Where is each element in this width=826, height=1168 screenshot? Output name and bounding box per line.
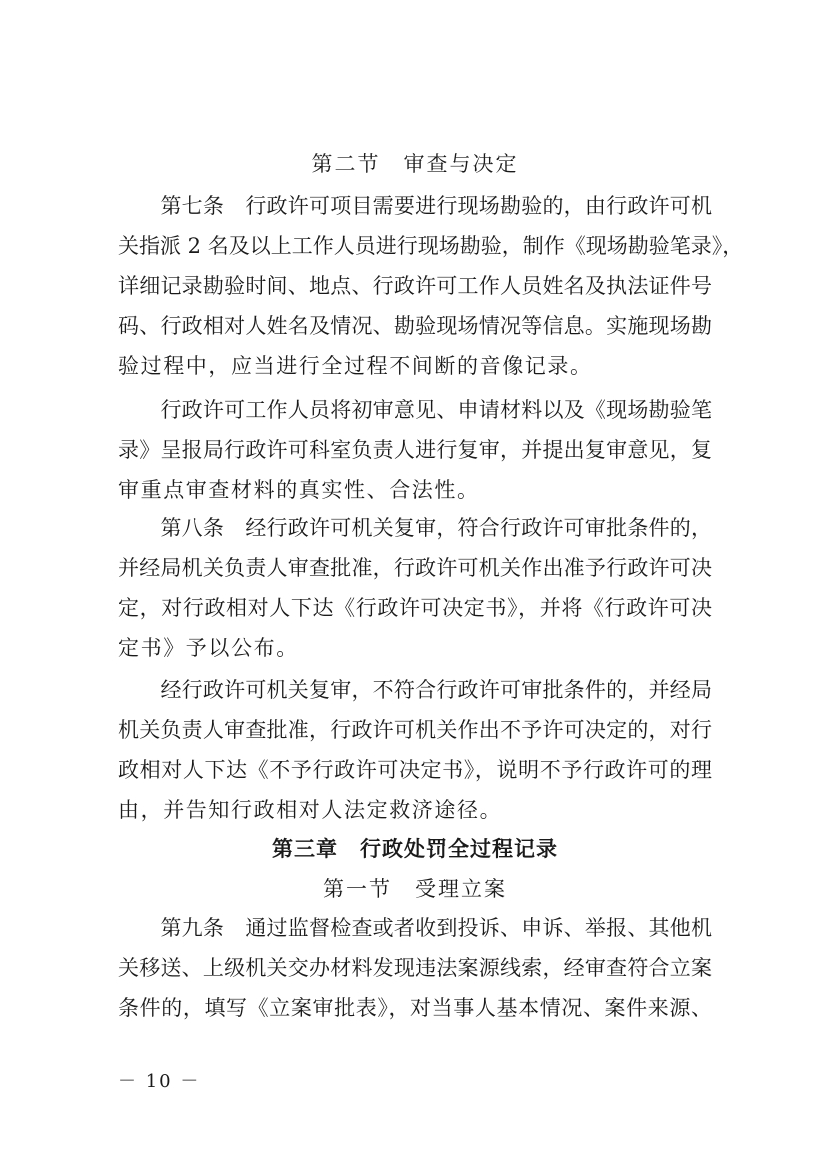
paragraph-line: 审重点审查材料的真实性、合法性。 [118,478,480,502]
paragraph-line: 由，并告知行政相对人法定救济途径。 [118,798,503,822]
paragraph-line: 关移送、上级机关交办材料发现违法案源线索，经审查符合立案 [118,956,712,980]
paragraph-line: 并经局机关负责人审查批准，行政许可机关作出准予行政许可决 [118,556,712,580]
paragraph-line: 条件的，填写《立案审批表》，对当事人基本情况、案件来源、 [118,996,712,1020]
paragraph-line: 第九条 通过监督检查或者收到投诉、申诉、举报、其他机 [118,916,712,940]
paragraph-line: 定，对行政相对人下达《行政许可决定书》，并将《行政许可决 [118,596,712,620]
paragraph-line: 第七条 行政许可项目需要进行现场勘验的，由行政许可机 [118,194,712,218]
paragraph-line: 政相对人下达《不予行政许可决定书》，说明不予行政许可的理 [118,758,712,782]
paragraph-line: 行政许可工作人员将初审意见、申请材料以及《现场勘验笔 [118,398,712,422]
section-title: 第一节 受理立案 [323,877,507,901]
paragraph-line: 经行政许可机关复审，不符合行政许可审批条件的，并经局 [118,678,712,702]
paragraph-line: 关指派 2 名及以上工作人员进行现场勘验，制作《现场勘验笔录》， [118,234,744,258]
paragraph-line: 机关负责人审查批准，行政许可机关作出不予许可决定的，对行 [118,718,712,742]
page-number: － 10 － [118,1071,201,1092]
paragraph-line: 定书》予以公布。 [118,636,299,660]
chapter-title: 第三章 行政处罚全过程记录 [272,837,558,861]
section-title: 第二节 审查与决定 [311,152,519,176]
paragraph-line: 详细记录勘验时间、地点、行政许可工作人员姓名及执法证件号 [118,274,712,298]
paragraph-line: 录》呈报局行政许可科室负责人进行复审，并提出复审意见，复 [118,438,712,462]
paragraph-line: 码、行政相对人姓名及情况、勘验现场情况等信息。实施现场勘 [118,314,712,338]
paragraph-line: 第八条 经行政许可机关复审，符合行政许可审批条件的， [118,516,712,540]
paragraph-line: 验过程中，应当进行全过程不间断的音像记录。 [118,354,593,378]
